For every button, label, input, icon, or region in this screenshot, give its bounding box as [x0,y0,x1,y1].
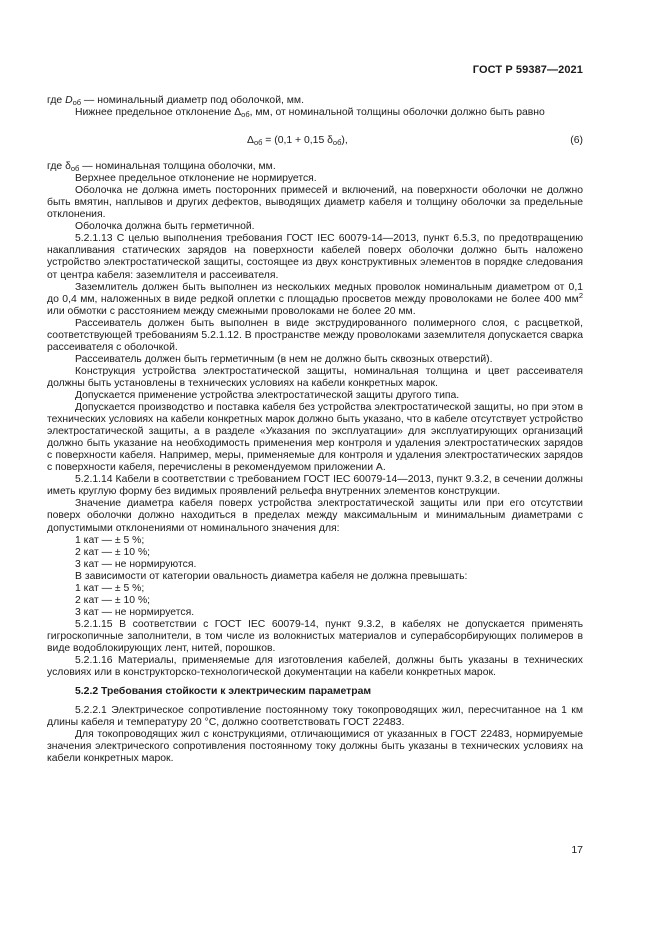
paragraph-thickness-definition: где $\delta_{об}$ — номинальная толщина оболочки, мм. [47,161,276,174]
clause-5-2-1-13: 5.2.1.13 С целью выполнения требования ГОСТ IEC 60079-14—2013, пункт 6.5.3, по предотвращению накапливания статических зарядов на поверхности кабелей поверх оболочки должно быть наложено устройство электростатической защиты, состоящее из двух конструктивных элементов в порядке следования от центра кабеля: заземлителя и рассеивателя. [47,233,583,281]
paragraph: Рассеиватель должен быть герметичным (в нем не должно быть сквозных отверстий). [75,353,493,365]
paragraph: Рассеиватель должен быть выполнен в виде экструдированного полимерного слоя, с расцветкой, соответствующей требованиям 5.2.1.12. В пространстве между проволоками заземлителя допускается сварка рассеивателя с оболочкой. [47,317,583,353]
list-item: 3 кат — не нормируется. [75,606,195,618]
paragraph-earthing: Заземлитель должен быть выполнен из нескольких медных проволок номинальным диаметром от 0,1 до 0,4 мм, наложенных в виде редкой оплетки с площадью просветов между проволоками не более 400 $мм^2$ или обмотки с расстоянием между смежными проволоками не более 20 мм. [47,281,583,317]
formula-number: (6) [570,135,583,147]
paragraph: В зависимости от категории овальность диаметра кабеля не должна превышать: [75,570,468,582]
list-item: 2 кат — ± 10 %; [75,546,151,558]
paragraph-lower-deviation: Нижнее предельное отклонение $\Delta_{об}$, мм, от номинальной толщины оболочки должно быть равно [75,107,545,120]
section-heading-5-2-2: 5.2.2 Требования стойкости к электрическим параметрам [75,686,372,698]
clause-5-2-1-14: 5.2.1.14 Кабели в соответствии с требованием ГОСТ IEC 60079-14—2013, пункт 9.3.2, в сечении должны иметь круглую форму без видимых проявлений рельефа внутренних элементов конструкции. [47,474,583,498]
paragraph: Допускается применение устройства электростатической защиты другого типа. [75,389,460,401]
clause-5-2-1-16: 5.2.1.16 Материалы, применяемые для изготовления кабелей, должны быть указаны в технических условиях или в конструкторско-технологической документации на кабели конкретных марок. [47,655,583,679]
page-number: 17 [571,844,583,856]
paragraph: Оболочка должна быть герметичной. [75,221,255,233]
paragraph-diameter-definition: где $D_{об}$ — номинальный диаметр под оболочкой, мм. [47,95,304,107]
list-item: 2 кат — ± 10 %; [75,594,151,606]
paragraph: Конструкция устройства электростатической защиты, номинальная толщина и цвет рассеивателя должны быть установлены в технических условиях на кабели конкретных марок. [47,365,583,389]
paragraph: Допускается производство и поставка кабеля без устройства электростатической защиты, но при этом в технических условиях на кабели конкретных марок должно быть указано, что в кабеле отсутствует устройство электростатической защиты, а в разделе «Указания по эксплуатации» для эксплуатирующих организаций должно быть указание на необходимость применения мер контроля и удаления электростатических зарядов с поверхности кабеля. Например, меры, применяемые для контроля и удаления электростатических зарядов с поверхности кабеля, перечислены в рекомендуемом приложении А. [47,402,583,474]
formula-expression: $\Delta_{об} = (0,1 + 0,15$ $\delta_{об}$), [247,135,348,148]
list-item: 3 кат — не нормируются. [75,558,197,570]
list-item: 1 кат — ± 5 %; [75,582,145,594]
document-body [47,95,583,765]
standard-designation: ГОСТ Р 59387—2021 [472,64,583,76]
paragraph: Оболочка не должна иметь посторонних примесей и включений, на поверхности оболочки не должно быть вмятин, наплывов и других дефектов, выводящих диаметр кабеля и толщину оболочки за предельные отклонения. [47,185,583,221]
paragraph: Для токопроводящих жил с конструкциями, отличающимися от указанных в ГОСТ 22483, нормируемые значения электрического сопротивления постоянному току должны быть указаны в технических условиях на кабели конкретных марок. [47,729,583,765]
paragraph: Значение диаметра кабеля поверх устройства электростатической защиты или при его отсутствии поверх оболочки должно находиться в пределах между максимальным и минимальным диаметрами с допустимыми отклонениями от номинального значения для: [47,498,583,534]
spacer [47,698,583,705]
formula-6 [47,135,583,147]
clause-5-2-2-1: 5.2.2.1 Электрическое сопротивление постоянному току токопроводящих жил, пересчитанное на 1 км длины кабеля и температуру 20 °С, должно соответствовать ГОСТ 22483. [47,705,583,729]
clause-5-2-1-15: 5.2.1.15 В соответствии с ГОСТ IEC 60079-14, пункт 9.3.2, в кабелях не допускается применять гигроскопичные заполнители, в том числе из волокнистых материалов и суперабсорбирующих полимеров в виде водоблокирующих лент, нитей, порошков. [47,618,583,654]
paragraph: Верхнее предельное отклонение не нормируется. [75,173,317,185]
list-item: 1 кат — ± 5 %; [75,534,145,546]
